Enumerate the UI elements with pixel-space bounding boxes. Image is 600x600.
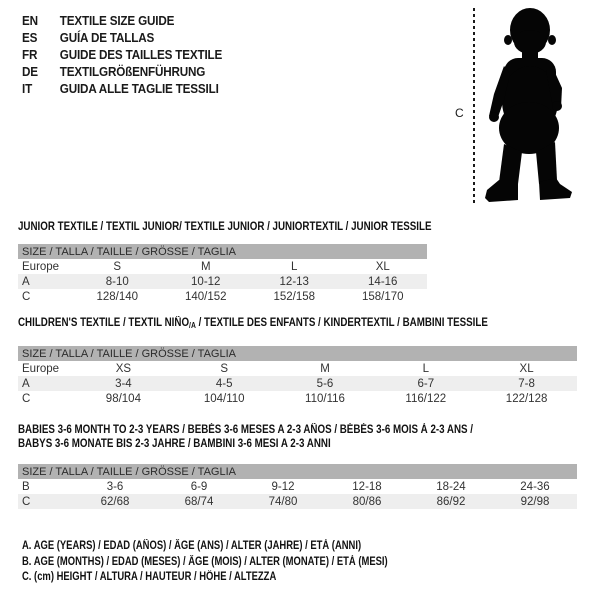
children-table-title [18, 317, 488, 330]
children-title-subscript: /A [189, 321, 196, 330]
size-cell: 80/86 [325, 494, 409, 509]
size-cell: 122/128 [505, 392, 548, 405]
size-cell: 5-6 [275, 376, 376, 391]
size-cell: 3-6 [106, 480, 124, 493]
lang-label: TEXTILE SIZE GUIDE [59, 13, 175, 28]
size-header-row [18, 244, 427, 259]
lang-code: ES [22, 30, 38, 45]
size-cell: 12-18 [352, 480, 382, 493]
row-label: C [22, 392, 31, 405]
size-cell: 110/116 [305, 392, 345, 405]
table-row-c [18, 391, 577, 406]
lang-label: GUÍA DE TALLAS [59, 30, 155, 45]
lang-row-es [22, 29, 222, 46]
size-cell: XS [115, 362, 132, 375]
size-cell: 12-13 [250, 274, 339, 289]
size-cell: 8-10 [73, 274, 162, 289]
junior-size-table [18, 244, 427, 304]
size-cell: M [200, 260, 211, 273]
lang-row-de [22, 63, 222, 80]
lang-label: TEXTILGRÖßENFÜHRUNG [59, 64, 206, 79]
size-cell: L [422, 362, 429, 375]
size-cell: 158/170 [361, 290, 404, 303]
table-row-europe [18, 259, 427, 274]
size-cell: 86/92 [409, 494, 493, 509]
size-cell: 24-36 [520, 480, 550, 493]
size-cell: 3-4 [73, 376, 174, 391]
legend-notes [22, 539, 468, 586]
size-cell: 104/110 [203, 392, 245, 405]
babies-table-title [18, 423, 473, 451]
size-cell: 68/74 [157, 494, 241, 509]
size-cell: L [291, 260, 298, 273]
table-row-a [18, 376, 577, 391]
language-list [22, 12, 222, 97]
row-label: B [22, 480, 30, 493]
note-height-cm: C. (cm) HEIGHT / ALTURA / HAUTEUR / HÖHE / ALTEZZA [22, 571, 277, 583]
lang-code: FR [22, 47, 38, 62]
size-cell: 116/122 [405, 392, 447, 405]
row-label: Europe [22, 362, 60, 375]
children-title-pre: CHILDREN'S TEXTILE / TEXTIL NIÑO [18, 317, 190, 329]
table-row-europe [18, 361, 577, 376]
table-row-c [18, 494, 577, 509]
size-cell: 6-7 [375, 376, 476, 391]
size-header-row [18, 464, 577, 479]
size-cell: 140/152 [184, 290, 227, 303]
lang-code: EN [22, 13, 38, 28]
babies-title-line1: BABIES 3-6 MONTH TO 2-3 YEARS / BEBÉS 3-6 MESES A 2-3 AÑOS / BÉBÉS 3-6 MOIS À 2-3 ANS / [18, 424, 474, 436]
size-cell: XL [519, 362, 534, 375]
babies-title-line2: BABYS 3-6 MONATE BIS 2-3 JAHRE / BAMBINI 3-6 MESI A 2-3 ANNI [18, 438, 331, 450]
table-row-a [18, 274, 427, 289]
size-cell: 9-12 [271, 480, 295, 493]
row-label: A [18, 376, 73, 391]
row-label: Europe [22, 260, 60, 273]
baby-silhouette-icon [484, 6, 576, 208]
children-size-table [18, 346, 577, 406]
size-cell: 128/140 [96, 290, 139, 303]
lang-label: GUIDA ALLE TAGLIE TESSILI [59, 81, 219, 96]
lang-row-en [22, 12, 222, 29]
table-row-b [18, 479, 577, 494]
babies-size-table [18, 464, 577, 509]
size-cell: 62/68 [73, 494, 157, 509]
height-label-c: C [455, 106, 464, 120]
row-label: C [18, 494, 73, 509]
note-age-months: B. AGE (MONTHS) / EDAD (MESES) / ÂGE (MOIS) / ALTER (MONATE) / ETÀ (MESI) [22, 555, 388, 568]
row-label: A [18, 274, 73, 289]
table-row-c [18, 289, 427, 304]
size-cell: 14-16 [339, 274, 428, 289]
note-age-years: A. AGE (YEARS) / EDAD (AÑOS) / ÂGE (ANS) / ALTER (JAHRE) / ETÀ (ANNI) [22, 540, 362, 552]
size-cell: 152/158 [273, 290, 316, 303]
lang-code: IT [22, 81, 33, 96]
row-label: C [22, 290, 31, 303]
size-cell: XL [375, 260, 390, 273]
children-title-post: / TEXTILE DES ENFANTS / KINDERTEXTIL / BAMBINI TESSILE [195, 317, 488, 329]
size-cell: 7-8 [476, 376, 577, 391]
size-cell: M [320, 362, 330, 375]
size-header-bar: SIZE / TALLA / TAILLE / GRÖSSE / TAGLIA [18, 346, 577, 361]
lang-code: DE [22, 64, 38, 79]
size-cell: 10-12 [162, 274, 251, 289]
size-cell: 74/80 [241, 494, 325, 509]
lang-row-fr [22, 46, 222, 63]
lang-label: GUIDE DES TAILLES TEXTILE [59, 47, 223, 62]
size-cell: S [220, 362, 229, 375]
size-header-row [18, 346, 577, 361]
size-cell: 4-5 [174, 376, 275, 391]
size-cell: 6-9 [190, 480, 208, 493]
size-header-bar: SIZE / TALLA / TAILLE / GRÖSSE / TAGLIA [18, 464, 577, 479]
height-measure-dashed-line [473, 8, 475, 206]
size-header-bar: SIZE / TALLA / TAILLE / GRÖSSE / TAGLIA [18, 244, 427, 259]
size-cell: S [113, 260, 122, 273]
lang-row-it [22, 80, 222, 97]
junior-table-title: JUNIOR TEXTILE / TEXTIL JUNIOR/ TEXTILE JUNIOR / JUNIORTEXTIL / JUNIOR TESSILE [18, 221, 432, 233]
size-cell: 98/104 [105, 392, 141, 405]
size-cell: 92/98 [493, 494, 577, 509]
size-cell: 18-24 [436, 480, 466, 493]
